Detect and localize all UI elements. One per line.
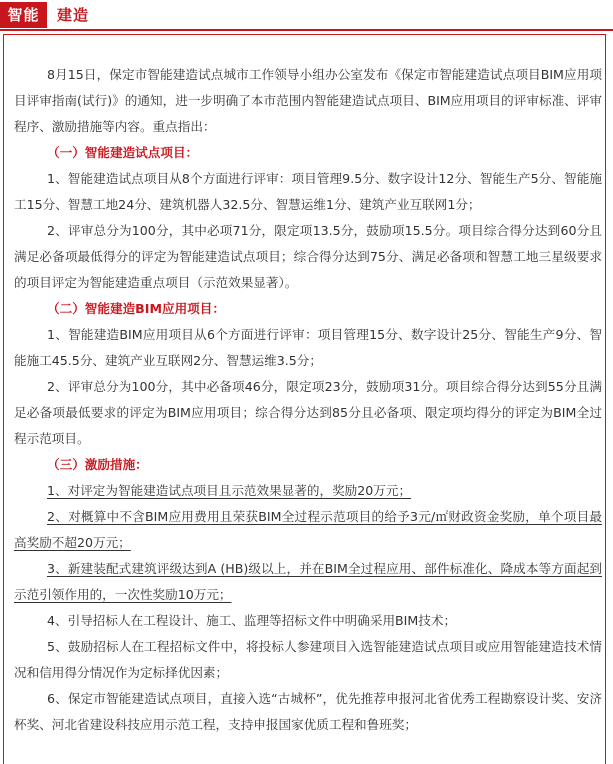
paragraph-bim-1: 1、智能建造BIM应用项目从6个方面进行评审：项目管理15分、数字设计25分、智能生产9分、智能施工45.5分、建筑产业互联网2分、智慧运维3.5分；: [14, 327, 602, 368]
article-body: [14, 62, 602, 738]
header-divider: [0, 29, 613, 31]
section-heading-incentives: （三）激励措施：: [47, 457, 148, 472]
intro-paragraph: 8月15日，保定市智能建造试点城市工作领导小组办公室发布《保定市智能建造试点项目BIM应用项目评审指南(试行)》的通知，进一步明确了本市范围内智能建造试点项目、BIM应用项目的评审标准、评审程序、激励措施等内容。重点指出：: [14, 67, 602, 134]
incentive-5: 5、鼓励招标人在工程招标文件中，将投标人参建项目入选智能建造试点项目或应用智能建造技术情况和信用得分情况作为定标择优因素；: [14, 639, 602, 680]
incentive-3: 3、新建装配式建筑评级达到A (HB)级以上，并在BIM全过程应用、部件标准化、降成本等方面起到示范引领作用的，一次性奖励10万元；: [14, 561, 602, 602]
section-heading-bim: （二）智能建造BIM应用项目：: [47, 301, 225, 316]
section-tag: 智能: [0, 2, 47, 28]
incentive-2: 2、对概算中不含BIM应用费用且荣获BIM全过程示范项目的给予3元/㎡财政资金奖励，单个项目最高奖励不超20万元；: [14, 509, 602, 550]
paragraph-pilot-1: 1、智能建造试点项目从8个方面进行评审：项目管理9.5分、数字设计12分、智能生产5分、智能施工15分、智慧工地24分、建筑机器人32.5分、智慧运维1分、建筑产业互联网1分；: [14, 171, 602, 212]
incentive-4: 4、引导招标人在工程设计、施工、监理等招标文件中明确采用BIM技术；: [47, 613, 457, 628]
section-heading-pilot: （一）智能建造试点项目：: [47, 145, 199, 160]
incentive-1: 1、对评定为智能建造试点项目且示范效果显著的，奖励20万元；: [47, 483, 412, 498]
paragraph-pilot-2: 2、评审总分为100分，其中必项71分，限定项13.5分，鼓励项15.5分。项目综合得分达到60分且满足必备项最低得分的评定为智能建造试点项目；综合得分达到75分、满足必备项和智慧工地三星级要求的项目评定为智能建造重点项目（示范效果显著）。: [14, 223, 602, 290]
paragraph-bim-2: 2、评审总分为100分，其中必备项46分，限定项23分，鼓励项31分。项目综合得分达到55分且满足必备项最低要求的评定为BIM应用项目；综合得分达到85分且必备项、限定项均得分的评定为BIM全过程示范项目。: [14, 379, 602, 446]
incentive-6: 6、保定市智能建造试点项目，直接入选“古城杯”，优先推荐申报河北省优秀工程勘察设计奖、安济杯奖、河北省建设科技应用示范工程，支持申报国家优质工程和鲁班奖；: [14, 691, 602, 732]
section-header: [0, 0, 613, 30]
section-title: 建造: [57, 6, 90, 24]
